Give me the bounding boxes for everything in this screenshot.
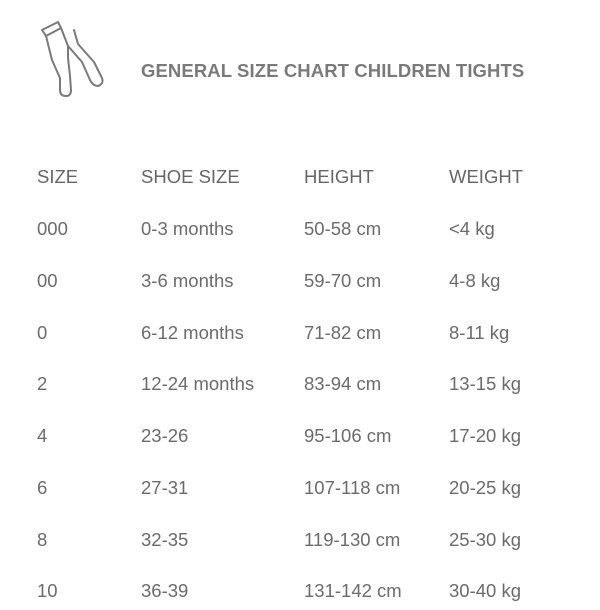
size-cell: 6	[37, 477, 48, 498]
size-cell: 00	[37, 270, 58, 291]
weight-cell: 20-25 kg	[449, 477, 521, 498]
shoe-size-cell: 23-26	[141, 425, 189, 446]
table-row	[0, 425, 600, 455]
height-cell: 83-94 cm	[304, 373, 382, 394]
size-cell: 0	[37, 322, 48, 343]
table-header-row	[0, 166, 600, 196]
size-cell: 000	[37, 218, 68, 239]
height-cell: 131-142 cm	[304, 580, 402, 601]
page-title: GENERAL SIZE CHART CHILDREN TIGHTS	[141, 60, 525, 81]
table-row	[0, 218, 600, 248]
table-row	[0, 322, 600, 352]
column-header-size: SIZE	[37, 166, 79, 187]
shoe-size-cell: 32-35	[141, 529, 189, 550]
height-cell: 107-118 cm	[304, 477, 401, 498]
chart-header	[0, 0, 600, 120]
shoe-size-cell: 6-12 months	[141, 322, 244, 343]
height-cell: 71-82 cm	[304, 322, 382, 343]
table-row	[0, 373, 600, 403]
column-header-weight: WEIGHT	[449, 166, 523, 187]
height-cell: 59-70 cm	[304, 270, 382, 291]
tights-icon	[38, 16, 118, 102]
shoe-size-cell: 0-3 months	[141, 218, 234, 239]
weight-cell: 17-20 kg	[449, 425, 521, 446]
column-header-shoe-size: SHOE SIZE	[141, 166, 240, 187]
shoe-size-cell: 12-24 months	[141, 373, 255, 394]
weight-cell: 4-8 kg	[449, 270, 501, 291]
weight-cell: 25-30 kg	[449, 529, 521, 550]
shoe-size-cell: 36-39	[141, 580, 189, 601]
table-row	[0, 580, 600, 610]
shoe-size-cell: 27-31	[141, 477, 189, 498]
size-cell: 2	[37, 373, 48, 394]
height-cell: 119-130 cm	[304, 529, 401, 550]
weight-cell: 30-40 kg	[449, 580, 521, 601]
table-row	[0, 477, 600, 507]
table-row	[0, 270, 600, 300]
weight-cell: 8-11 kg	[449, 322, 510, 343]
column-header-height: HEIGHT	[304, 166, 374, 187]
weight-cell: <4 kg	[449, 218, 495, 239]
weight-cell: 13-15 kg	[449, 373, 521, 394]
size-cell: 10	[37, 580, 58, 601]
table-row	[0, 529, 600, 559]
height-cell: 95-106 cm	[304, 425, 392, 446]
height-cell: 50-58 cm	[304, 218, 382, 239]
size-cell: 4	[37, 425, 48, 446]
size-cell: 8	[37, 529, 48, 550]
shoe-size-cell: 3-6 months	[141, 270, 234, 291]
